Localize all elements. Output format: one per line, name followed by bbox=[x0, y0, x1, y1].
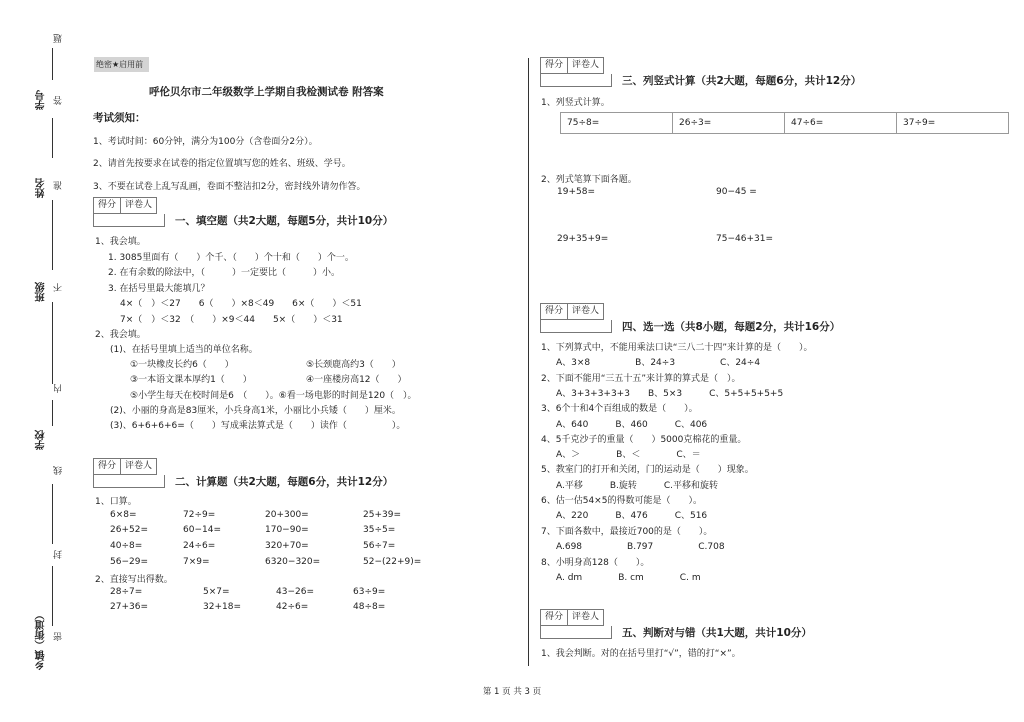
calc-item: 24÷6= bbox=[183, 541, 216, 551]
vertical-calc-table bbox=[560, 112, 1009, 134]
sec5-question: 1、我会判断。对的在括号里打“√”，错的打“×”。 bbox=[541, 649, 741, 659]
calc-item: 72÷9= bbox=[183, 510, 216, 520]
score-box-sec2 bbox=[93, 458, 157, 475]
instruction-1: 1、考试时间：60分钟，满分为100分（含卷面分2分）。 bbox=[93, 137, 318, 147]
written-calc-item: 75−46+31= bbox=[716, 234, 773, 244]
class-label: 班级 bbox=[36, 282, 47, 302]
calc-item: 27+36= bbox=[110, 602, 148, 612]
sec2-q2-label: 2、直接写出得数。 bbox=[95, 575, 173, 585]
sec2-q1-label: 1、口算。 bbox=[95, 497, 137, 507]
score-box-sec2-blank bbox=[93, 475, 165, 488]
mc-question: 3、6个十和4个百组成的数是（ ）。 bbox=[541, 404, 698, 414]
score-box-sec4 bbox=[540, 303, 604, 320]
score-box-sec5-blank bbox=[540, 626, 612, 639]
binding-line-4 bbox=[52, 302, 53, 384]
sec1-line: ⑤长颈鹿高约3（ ） bbox=[306, 360, 401, 370]
binding-char-da: 答 bbox=[54, 96, 64, 105]
grader-label: 评卷人 bbox=[567, 610, 603, 625]
sec1-line: 7×（ ）＜32 （ ）×9＜44 5×（ ）＜31 bbox=[120, 315, 343, 325]
calc-item: 60−14= bbox=[183, 525, 221, 535]
mc-question: 1、下列算式中，不能用乘法口诀“三八二十四”来计算的是（ ）。 bbox=[541, 343, 813, 353]
sec3-q2-label: 2、列式笔算下面各题。 bbox=[541, 175, 637, 185]
written-calc-item: 90−45 = bbox=[716, 187, 757, 197]
binding-line-7 bbox=[52, 566, 53, 626]
grader-label: 评卷人 bbox=[567, 58, 603, 73]
calc-item: 63÷9= bbox=[353, 587, 386, 597]
score-box-sec3-blank bbox=[540, 74, 612, 87]
binding-char-zhun: 准 bbox=[54, 181, 64, 190]
mc-question: 7、下面各数中，最接近700的是（ ）。 bbox=[541, 527, 713, 537]
mc-question: 4、5千克沙子的重量（ ）5000克棉花的重量。 bbox=[541, 435, 747, 445]
grader-label: 评卷人 bbox=[567, 304, 603, 319]
grader-label: 评卷人 bbox=[120, 459, 156, 474]
binding-line-1 bbox=[52, 48, 53, 80]
mc-question: 5、教室门的打开和关闭，门的运动是（ ）现象。 bbox=[541, 465, 754, 475]
binding-char-xian: 线 bbox=[54, 466, 64, 475]
score-label: 得分 bbox=[545, 306, 564, 316]
sec1-line: 3. 在括号里最大能填几？ bbox=[108, 284, 210, 294]
vertical-calc-cell: 75÷8= bbox=[567, 118, 600, 128]
calc-item: 43−26= bbox=[276, 587, 314, 597]
vertical-calc-cell: 37÷9= bbox=[896, 113, 1008, 133]
calc-item: 56÷7= bbox=[363, 541, 396, 551]
sec1-line: ⑤小学生每天在校时间是6 （ ）。⑥看一场电影的时间是120（ ）。 bbox=[130, 391, 417, 401]
score-box-sec5 bbox=[540, 609, 604, 626]
sec2-heading: 二、计算题（共2大题，每题6分，共计12分） bbox=[175, 476, 394, 488]
name-label: 姓名 bbox=[36, 178, 47, 198]
calc-item: 48÷8= bbox=[353, 602, 386, 612]
sec3-q1-label: 1、列竖式计算。 bbox=[541, 98, 610, 108]
calc-item: 7×9= bbox=[183, 557, 210, 567]
grader-label: 评卷人 bbox=[120, 198, 156, 213]
mc-options: A.698 B.797 C.708 bbox=[556, 542, 725, 552]
instruction-2: 2、请首先按要求在试卷的指定位置填写您的姓名、班级、学号。 bbox=[93, 159, 351, 169]
sec1-line: (1)、在括号里填上适当的单位名称。 bbox=[110, 345, 258, 355]
calc-item: 320+70= bbox=[265, 541, 309, 551]
township-label: 乡镇（街道） bbox=[36, 610, 47, 670]
mc-options: A、640 B、460 C、406 bbox=[556, 420, 708, 430]
binding-char-ti: 题 bbox=[54, 34, 64, 43]
sec1-line: ③一本语文课本厚约1（ ） bbox=[130, 375, 252, 385]
mc-options: A.平移 B.旋转 C.平移和旋转 bbox=[556, 481, 719, 491]
calc-item: 28÷7= bbox=[110, 587, 143, 597]
sec1-heading: 一、填空题（共2大题，每题5分，共计10分） bbox=[175, 215, 394, 227]
score-label: 得分 bbox=[98, 461, 117, 471]
score-label: 得分 bbox=[545, 612, 564, 622]
score-box-sec1-blank bbox=[93, 214, 165, 227]
binding-char-feng: 封 bbox=[54, 550, 64, 559]
written-calc-item: 19+58= bbox=[557, 187, 595, 197]
page-number: 第 1 页 共 3 页 bbox=[482, 687, 542, 697]
binding-char-bu: 不 bbox=[54, 283, 64, 292]
binding-line-5 bbox=[52, 400, 53, 426]
binding-line-6 bbox=[52, 484, 53, 544]
student-number-label: 学号 bbox=[36, 90, 47, 110]
mc-options: A、3+3+3+3+3 B、5×3 C、5+5+5+5+5 bbox=[556, 389, 784, 399]
mc-question: 6、估一估54×5的得数可能是（ ）。 bbox=[541, 496, 702, 506]
instruction-3: 3、不要在试卷上乱写乱画，卷面不整洁扣2分，密封线外请勿作答。 bbox=[93, 182, 366, 192]
vertical-calc-cell: 26÷3= bbox=[672, 113, 784, 133]
score-box-sec1 bbox=[93, 197, 157, 214]
calc-item: 5×7= bbox=[203, 587, 230, 597]
school-label: 学校 bbox=[36, 430, 47, 450]
column-divider bbox=[528, 58, 529, 666]
sec1-line: 2、我会填。 bbox=[95, 330, 146, 340]
mc-options: A、3×8 B、24÷3 C、24÷4 bbox=[556, 358, 761, 368]
sec3-heading: 三、列竖式计算（共2大题，每题6分，共计12分） bbox=[622, 75, 862, 87]
calc-item: 52−(22+9)= bbox=[363, 557, 422, 567]
mc-options: A、220 B、476 C、516 bbox=[556, 511, 708, 521]
instructions-heading: 考试须知： bbox=[93, 112, 146, 124]
mc-options: A、＞ B、＜ C、＝ bbox=[556, 450, 701, 460]
sec1-line: 1、我会填。 bbox=[95, 237, 146, 247]
sec1-line: ①一块橡皮长约6（ ） bbox=[130, 360, 234, 370]
calc-item: 20+300= bbox=[265, 510, 309, 520]
sec1-line: 1. 3085里面有（ ）个千、（ ）个十和（ ）个一。 bbox=[108, 253, 354, 263]
calc-item: 42÷6= bbox=[276, 602, 309, 612]
calc-item: 6×8= bbox=[110, 510, 137, 520]
calc-item: 6320−320= bbox=[265, 557, 321, 567]
binding-char-mi: 密 bbox=[54, 632, 64, 641]
calc-item: 40÷8= bbox=[110, 541, 143, 551]
paper-title: 呼伦贝尔市二年级数学上学期自我检测试卷 附答案 bbox=[149, 86, 384, 98]
mc-question: 2、下面不能用“三五十五”来计算的算式是（ ）。 bbox=[541, 374, 741, 384]
binding-line-3 bbox=[52, 200, 53, 270]
mc-question: 8、小明身高128（ ）。 bbox=[541, 558, 650, 568]
sec1-line: (2)、小丽的身高是83厘米，小兵身高1米，小丽比小兵矮（ ）厘米。 bbox=[110, 406, 401, 416]
score-label: 得分 bbox=[545, 60, 564, 70]
score-box-sec4-blank bbox=[540, 320, 612, 333]
score-label: 得分 bbox=[98, 200, 117, 210]
calc-item: 56−29= bbox=[110, 557, 148, 567]
sec4-heading: 四、选一选（共8小题，每题2分，共计16分） bbox=[622, 321, 841, 333]
calc-item: 32+18= bbox=[203, 602, 241, 612]
written-calc-item: 29+35+9= bbox=[557, 234, 609, 244]
vertical-calc-cell: 47÷6= bbox=[784, 113, 896, 133]
calc-item: 35÷5= bbox=[363, 525, 396, 535]
calc-item: 25+39= bbox=[363, 510, 401, 520]
calc-item: 170−90= bbox=[265, 525, 309, 535]
sec1-line: (3)、6+6+6+6=（ ）写成乘法算式是（ ）读作（ ）。 bbox=[110, 421, 406, 431]
binding-line-2 bbox=[52, 118, 53, 158]
mc-options: A. dm B. cm C. m bbox=[556, 573, 701, 583]
sec1-line: ④一座楼房高12（ ） bbox=[306, 375, 407, 385]
sec5-heading: 五、判断对与错（共1大题，共计10分） bbox=[622, 627, 812, 639]
score-box-sec3 bbox=[540, 57, 604, 74]
sec1-line: 4×（ ）＜27 6（ ）×8＜49 6×（ ）＜51 bbox=[120, 299, 362, 309]
binding-char-nei: 内 bbox=[54, 384, 64, 393]
calc-item: 26+52= bbox=[110, 525, 148, 535]
secret-tag: 绝密★启用前 bbox=[94, 57, 149, 72]
sec1-line: 2. 在有余数的除法中，（ ）一定要比（ ）小。 bbox=[108, 268, 340, 278]
